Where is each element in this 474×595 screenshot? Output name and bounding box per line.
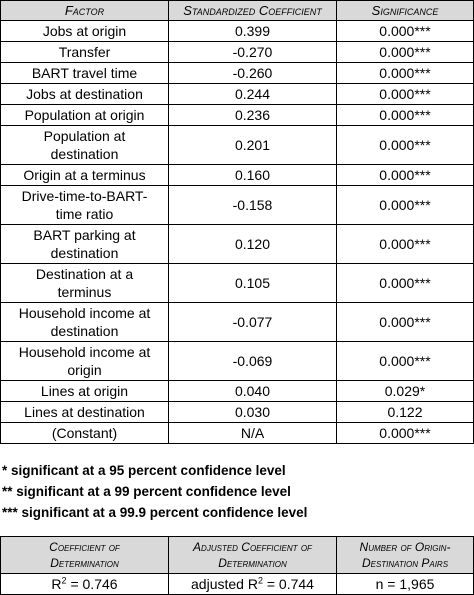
factor-cell: BART travel time xyxy=(1,63,169,84)
table-row xyxy=(1,165,474,186)
factor-line-2: destination xyxy=(50,146,119,162)
pairs-value: n = 1,965 xyxy=(337,574,474,595)
coefficient-cell: 0.040 xyxy=(169,381,337,402)
table-header-row xyxy=(1,1,474,21)
significance-cell: 0.000*** xyxy=(337,342,474,381)
table-row xyxy=(1,381,474,402)
header-pairs-line-2: Destination Pairs xyxy=(361,556,449,570)
coefficient-cell: N/A xyxy=(169,423,337,444)
table-row xyxy=(1,105,474,126)
factor-cell: Jobs at origin xyxy=(1,21,169,42)
significance-cell: 0.000*** xyxy=(337,63,474,84)
factor-line-2: terminus xyxy=(57,284,112,300)
coefficient-cell: 0.030 xyxy=(169,402,337,423)
r2-prefix: R xyxy=(51,576,62,592)
table-row xyxy=(1,126,474,165)
significance-cell: 0.000*** xyxy=(337,264,474,303)
factor-cell: (Constant) xyxy=(1,423,169,444)
significance-cell: 0.000*** xyxy=(337,84,474,105)
table-row xyxy=(1,402,474,423)
table-row xyxy=(1,84,474,105)
r2-number: = 0.746 xyxy=(66,576,118,592)
header-r2 xyxy=(1,537,169,574)
header-coefficient: Standardized Coefficient xyxy=(169,1,337,21)
coefficient-cell: -0.158 xyxy=(169,186,337,225)
r2-superscript: 2 xyxy=(61,575,67,586)
factor-line-1: Drive-time-to-BART- xyxy=(21,188,148,204)
coefficient-cell: 0.160 xyxy=(169,165,337,186)
significance-cell: 0.000*** xyxy=(337,423,474,444)
factor-cell: Lines at destination xyxy=(1,402,169,423)
table-row xyxy=(1,264,474,303)
significance-notes xyxy=(2,460,307,523)
coefficient-cell: 0.105 xyxy=(169,264,337,303)
factor-cell xyxy=(1,342,169,381)
header-adjusted-r2 xyxy=(169,537,337,574)
factor-cell xyxy=(1,186,169,225)
adjusted-r2-prefix: adjusted R xyxy=(191,576,258,592)
significance-cell: 0.000*** xyxy=(337,303,474,342)
model-fit-table xyxy=(0,536,474,595)
significance-cell: 0.000*** xyxy=(337,165,474,186)
table-row xyxy=(1,21,474,42)
coefficient-cell: -0.077 xyxy=(169,303,337,342)
adjusted-r2-number: = 0.744 xyxy=(262,576,314,592)
factor-cell xyxy=(1,264,169,303)
significance-cell: 0.000*** xyxy=(337,21,474,42)
coefficient-cell: 0.399 xyxy=(169,21,337,42)
table-row xyxy=(1,303,474,342)
coefficient-cell: -0.260 xyxy=(169,63,337,84)
significance-cell: 0.000*** xyxy=(337,126,474,165)
factor-line-2: destination xyxy=(50,245,119,261)
fit-header-row xyxy=(1,537,474,574)
factor-line-1: Household income at xyxy=(18,305,151,321)
factor-line-1: Population at xyxy=(43,128,126,144)
note-99: ** significant at a 99 percent confidence level xyxy=(2,484,291,499)
coefficient-cell: -0.069 xyxy=(169,342,337,381)
coefficient-cell: 0.120 xyxy=(169,225,337,264)
header-r2-line-2: Determination xyxy=(50,556,119,570)
factor-cell: Origin at a terminus xyxy=(1,165,169,186)
factor-cell xyxy=(1,126,169,165)
significance-cell: 0.000*** xyxy=(337,186,474,225)
significance-cell: 0.000*** xyxy=(337,225,474,264)
note-95: * significant at a 95 percent confidence level xyxy=(2,463,286,478)
table-row xyxy=(1,342,474,381)
factor-line-1: Household income at xyxy=(18,344,151,360)
table-row xyxy=(1,186,474,225)
factor-cell: Transfer xyxy=(1,42,169,63)
header-adjusted-r2-line-2: Determination xyxy=(218,556,287,570)
adjusted-r2-value xyxy=(169,574,337,595)
header-adjusted-r2-line-1: Adjusted Coefficient of xyxy=(193,540,312,554)
factor-cell: Lines at origin xyxy=(1,381,169,402)
significance-cell: 0.000*** xyxy=(337,42,474,63)
factor-cell: Population at origin xyxy=(1,105,169,126)
factor-cell xyxy=(1,303,169,342)
factor-line-1: BART parking at xyxy=(33,227,136,243)
note-999: *** significant at a 99.9 percent confidence level xyxy=(2,505,308,520)
coefficient-cell: -0.270 xyxy=(169,42,337,63)
significance-cell: 0.000*** xyxy=(337,105,474,126)
factor-cell xyxy=(1,225,169,264)
header-significance: Significance xyxy=(337,1,474,21)
header-r2-line-1: Coefficient of xyxy=(49,540,120,554)
significance-cell: 0.122 xyxy=(337,402,474,423)
r2-value xyxy=(1,574,169,595)
table-row xyxy=(1,423,474,444)
factor-line-2: destination xyxy=(50,323,119,339)
significance-cell: 0.029* xyxy=(337,381,474,402)
header-factor: Factor xyxy=(1,1,169,21)
header-pairs xyxy=(337,537,474,574)
factor-cell: Jobs at destination xyxy=(1,84,169,105)
adjusted-r2-superscript: 2 xyxy=(257,575,263,586)
factor-line-2: time ratio xyxy=(55,206,114,222)
header-pairs-line-1: Number of Origin- xyxy=(359,540,451,554)
factor-line-2: origin xyxy=(67,362,102,378)
coefficient-cell: 0.244 xyxy=(169,84,337,105)
table-row xyxy=(1,42,474,63)
table-row xyxy=(1,63,474,84)
coefficient-cell: 0.201 xyxy=(169,126,337,165)
table-row xyxy=(1,225,474,264)
factor-line-1: Destination at a xyxy=(35,266,134,282)
coefficient-cell: 0.236 xyxy=(169,105,337,126)
fit-value-row xyxy=(1,574,474,595)
